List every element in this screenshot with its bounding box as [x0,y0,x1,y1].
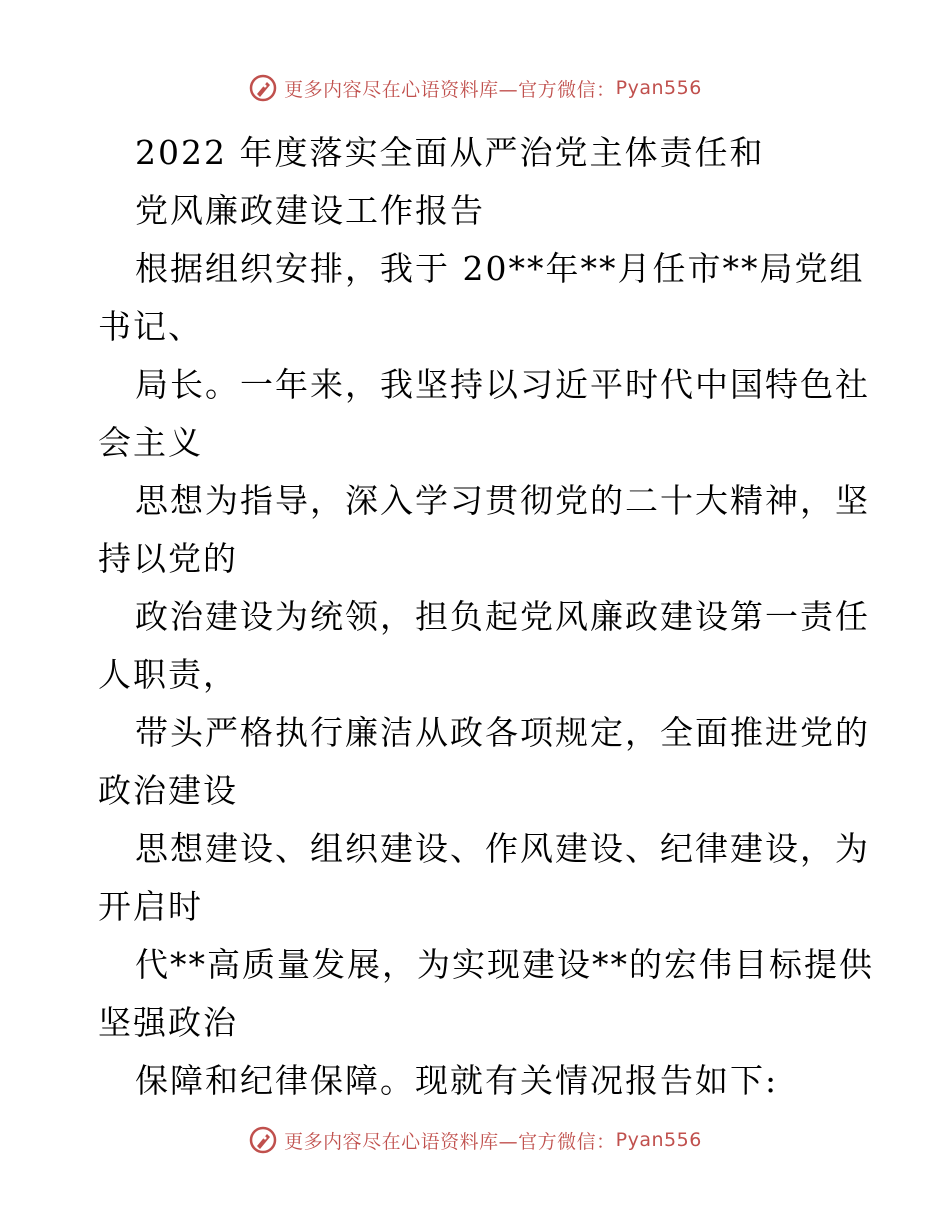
paragraph-line: 根据组织安排，我于 20**年**月任市**局党组 [135,249,865,288]
document-body [98,124,874,1110]
watermark-text: 更多内容尽在心语资料库—官方微信： [284,1130,616,1153]
title-line-2: 党风廉政建设工作报告 [135,191,485,230]
paragraph-line: 持以党的 [98,539,238,578]
paragraph-line: 人职责， [98,655,238,694]
watermark-text: 更多内容尽在心语资料库—官方微信： [284,78,616,101]
title-line-1: 2022 年度落实全面从严治党主体责任和 [135,133,765,172]
paragraph-line: 代**高质量发展，为实现建设**的宏伟目标提供 [135,945,874,984]
paragraph-line: 坚强政治 [98,1003,238,1042]
watermark-header [0,68,950,108]
paragraph-line: 会主义 [98,423,203,462]
paragraph-line: 带头严格执行廉洁从政各项规定，全面推进党的 [135,713,870,752]
paragraph-line: 政治建设 [98,771,238,810]
paragraph-line: 保障和纪律保障。现就有关情况报告如下: [135,1061,779,1100]
pen-nib-circle-icon [248,73,278,103]
paragraph-line: 书记、 [98,307,203,346]
paragraph-line: 开启时 [98,887,203,926]
paragraph-line: 政治建设为统领，担负起党风廉政建设第一责任 [135,597,870,636]
paragraph-line: 局长。一年来，我坚持以习近平时代中国特色社 [135,365,870,404]
watermark-footer [0,1120,950,1160]
watermark-wechat-id: Pyan556 [615,77,702,99]
watermark-wechat-id: Pyan556 [615,1129,702,1151]
paragraph-line: 思想为指导，深入学习贯彻党的二十大精神，坚 [135,481,870,520]
pen-nib-circle-icon [248,1125,278,1155]
paragraph-line: 思想建设、组织建设、作风建设、纪律建设，为 [135,829,870,868]
